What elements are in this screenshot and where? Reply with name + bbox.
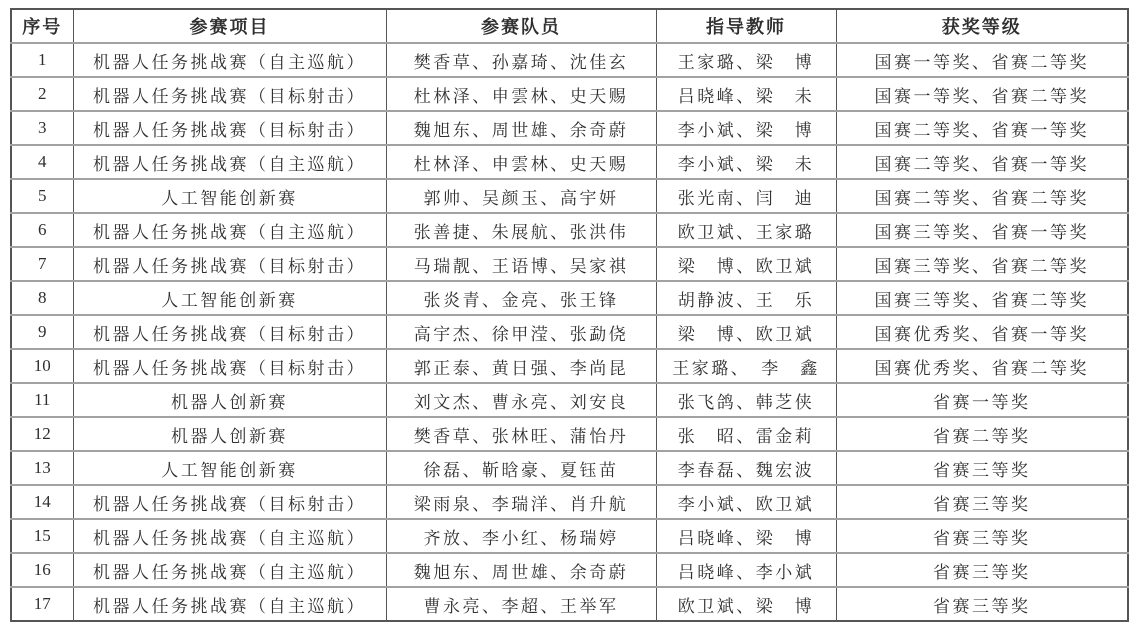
cell-award: 国赛二等奖、省赛一等奖 (836, 111, 1128, 145)
cell-project: 机器人任务挑战赛（自主巡航） (73, 145, 386, 179)
cell-members: 郭正泰、黄日强、李尚昆 (386, 349, 656, 383)
award-results-table (10, 8, 1129, 622)
cell-project: 机器人创新赛 (73, 383, 386, 417)
cell-members: 杜林泽、申雲林、史天赐 (386, 145, 656, 179)
cell-teachers: 梁 博、欧卫斌 (656, 247, 836, 281)
cell-members: 梁雨泉、李瑞洋、肖升航 (386, 485, 656, 519)
cell-members: 齐放、李小红、杨瑞婷 (386, 519, 656, 553)
cell-award: 国赛二等奖、省赛一等奖 (836, 145, 1128, 179)
table-body (11, 43, 1128, 621)
cell-project: 机器人任务挑战赛（自主巡航） (73, 213, 386, 247)
table-row (11, 519, 1128, 553)
cell-no: 13 (11, 451, 73, 485)
cell-members: 张善捷、朱展航、张洪伟 (386, 213, 656, 247)
cell-no: 6 (11, 213, 73, 247)
cell-award: 国赛优秀奖、省赛一等奖 (836, 315, 1128, 349)
table-row (11, 451, 1128, 485)
cell-no: 17 (11, 587, 73, 621)
cell-project: 机器人任务挑战赛（目标射击） (73, 247, 386, 281)
table-row (11, 145, 1128, 179)
cell-no: 5 (11, 179, 73, 213)
cell-award: 省赛一等奖 (836, 383, 1128, 417)
cell-award: 国赛二等奖、省赛二等奖 (836, 179, 1128, 213)
cell-award: 国赛优秀奖、省赛二等奖 (836, 349, 1128, 383)
cell-project: 机器人任务挑战赛（自主巡航） (73, 519, 386, 553)
header-row (11, 9, 1128, 43)
cell-members: 樊香草、孙嘉琦、沈佳玄 (386, 43, 656, 77)
header-cell-teachers: 指导教师 (656, 9, 836, 43)
cell-teachers: 李春磊、魏宏波 (656, 451, 836, 485)
cell-teachers: 张飞鸽、韩芝侠 (656, 383, 836, 417)
table-row (11, 179, 1128, 213)
cell-no: 16 (11, 553, 73, 587)
cell-teachers: 张光南、闫 迪 (656, 179, 836, 213)
table-header (11, 9, 1128, 43)
cell-project: 机器人任务挑战赛（自主巡航） (73, 587, 386, 621)
cell-project: 机器人任务挑战赛（目标射击） (73, 349, 386, 383)
cell-members: 魏旭东、周世雄、余奇蔚 (386, 553, 656, 587)
table-row (11, 213, 1128, 247)
header-cell-project: 参赛项目 (73, 9, 386, 43)
cell-members: 刘文杰、曹永亮、刘安良 (386, 383, 656, 417)
cell-no: 7 (11, 247, 73, 281)
cell-teachers: 吕晓峰、梁 未 (656, 77, 836, 111)
cell-teachers: 吕晓峰、李小斌 (656, 553, 836, 587)
cell-award: 国赛一等奖、省赛二等奖 (836, 43, 1128, 77)
cell-members: 郭帅、吴颜玉、高宇妍 (386, 179, 656, 213)
cell-award: 国赛三等奖、省赛一等奖 (836, 213, 1128, 247)
cell-project: 人工智能创新赛 (73, 281, 386, 315)
cell-teachers: 吕晓峰、梁 博 (656, 519, 836, 553)
cell-no: 1 (11, 43, 73, 77)
header-cell-members: 参赛队员 (386, 9, 656, 43)
cell-teachers: 王家璐、 李 鑫 (656, 349, 836, 383)
cell-no: 2 (11, 77, 73, 111)
cell-project: 机器人任务挑战赛（目标射击） (73, 77, 386, 111)
cell-members: 樊香草、张林旺、蒲怡丹 (386, 417, 656, 451)
cell-no: 15 (11, 519, 73, 553)
cell-teachers: 张 昭、雷金莉 (656, 417, 836, 451)
table-row (11, 77, 1128, 111)
cell-award: 省赛三等奖 (836, 485, 1128, 519)
table-row (11, 553, 1128, 587)
cell-teachers: 李小斌、梁 博 (656, 111, 836, 145)
cell-no: 8 (11, 281, 73, 315)
cell-members: 杜林泽、申雲林、史天赐 (386, 77, 656, 111)
table-row (11, 417, 1128, 451)
cell-teachers: 李小斌、欧卫斌 (656, 485, 836, 519)
cell-no: 3 (11, 111, 73, 145)
cell-award: 省赛三等奖 (836, 519, 1128, 553)
cell-no: 4 (11, 145, 73, 179)
cell-teachers: 欧卫斌、王家璐 (656, 213, 836, 247)
cell-no: 11 (11, 383, 73, 417)
cell-project: 机器人任务挑战赛（自主巡航） (73, 553, 386, 587)
table-row (11, 111, 1128, 145)
cell-members: 曹永亮、李超、王举军 (386, 587, 656, 621)
cell-project: 机器人任务挑战赛（自主巡航） (73, 43, 386, 77)
cell-teachers: 李小斌、梁 未 (656, 145, 836, 179)
cell-members: 高宇杰、徐甲滢、张勐侥 (386, 315, 656, 349)
header-cell-award: 获奖等级 (836, 9, 1128, 43)
cell-members: 徐磊、靳晗豪、夏钰苗 (386, 451, 656, 485)
cell-award: 省赛三等奖 (836, 553, 1128, 587)
cell-teachers: 梁 博、欧卫斌 (656, 315, 836, 349)
cell-project: 人工智能创新赛 (73, 179, 386, 213)
cell-award: 国赛三等奖、省赛二等奖 (836, 247, 1128, 281)
table-row (11, 43, 1128, 77)
table-row (11, 349, 1128, 383)
cell-project: 机器人任务挑战赛（目标射击） (73, 485, 386, 519)
table-row (11, 587, 1128, 621)
table-row (11, 247, 1128, 281)
table-row (11, 383, 1128, 417)
cell-award: 国赛一等奖、省赛二等奖 (836, 77, 1128, 111)
cell-award: 省赛二等奖 (836, 417, 1128, 451)
cell-project: 机器人创新赛 (73, 417, 386, 451)
cell-teachers: 王家璐、梁 博 (656, 43, 836, 77)
cell-teachers: 胡静波、王 乐 (656, 281, 836, 315)
header-cell-no: 序号 (11, 9, 73, 43)
table-row (11, 315, 1128, 349)
cell-project: 机器人任务挑战赛（目标射击） (73, 111, 386, 145)
cell-project: 人工智能创新赛 (73, 451, 386, 485)
cell-award: 国赛三等奖、省赛二等奖 (836, 281, 1128, 315)
cell-no: 10 (11, 349, 73, 383)
cell-teachers: 欧卫斌、梁 博 (656, 587, 836, 621)
cell-award: 省赛三等奖 (836, 587, 1128, 621)
cell-award: 省赛三等奖 (836, 451, 1128, 485)
cell-no: 12 (11, 417, 73, 451)
cell-members: 张炎青、金亮、张王锋 (386, 281, 656, 315)
table-row (11, 281, 1128, 315)
table-row (11, 485, 1128, 519)
cell-members: 魏旭东、周世雄、余奇蔚 (386, 111, 656, 145)
cell-no: 9 (11, 315, 73, 349)
cell-project: 机器人任务挑战赛（目标射击） (73, 315, 386, 349)
cell-no: 14 (11, 485, 73, 519)
cell-members: 马瑞靓、王语博、吴家祺 (386, 247, 656, 281)
